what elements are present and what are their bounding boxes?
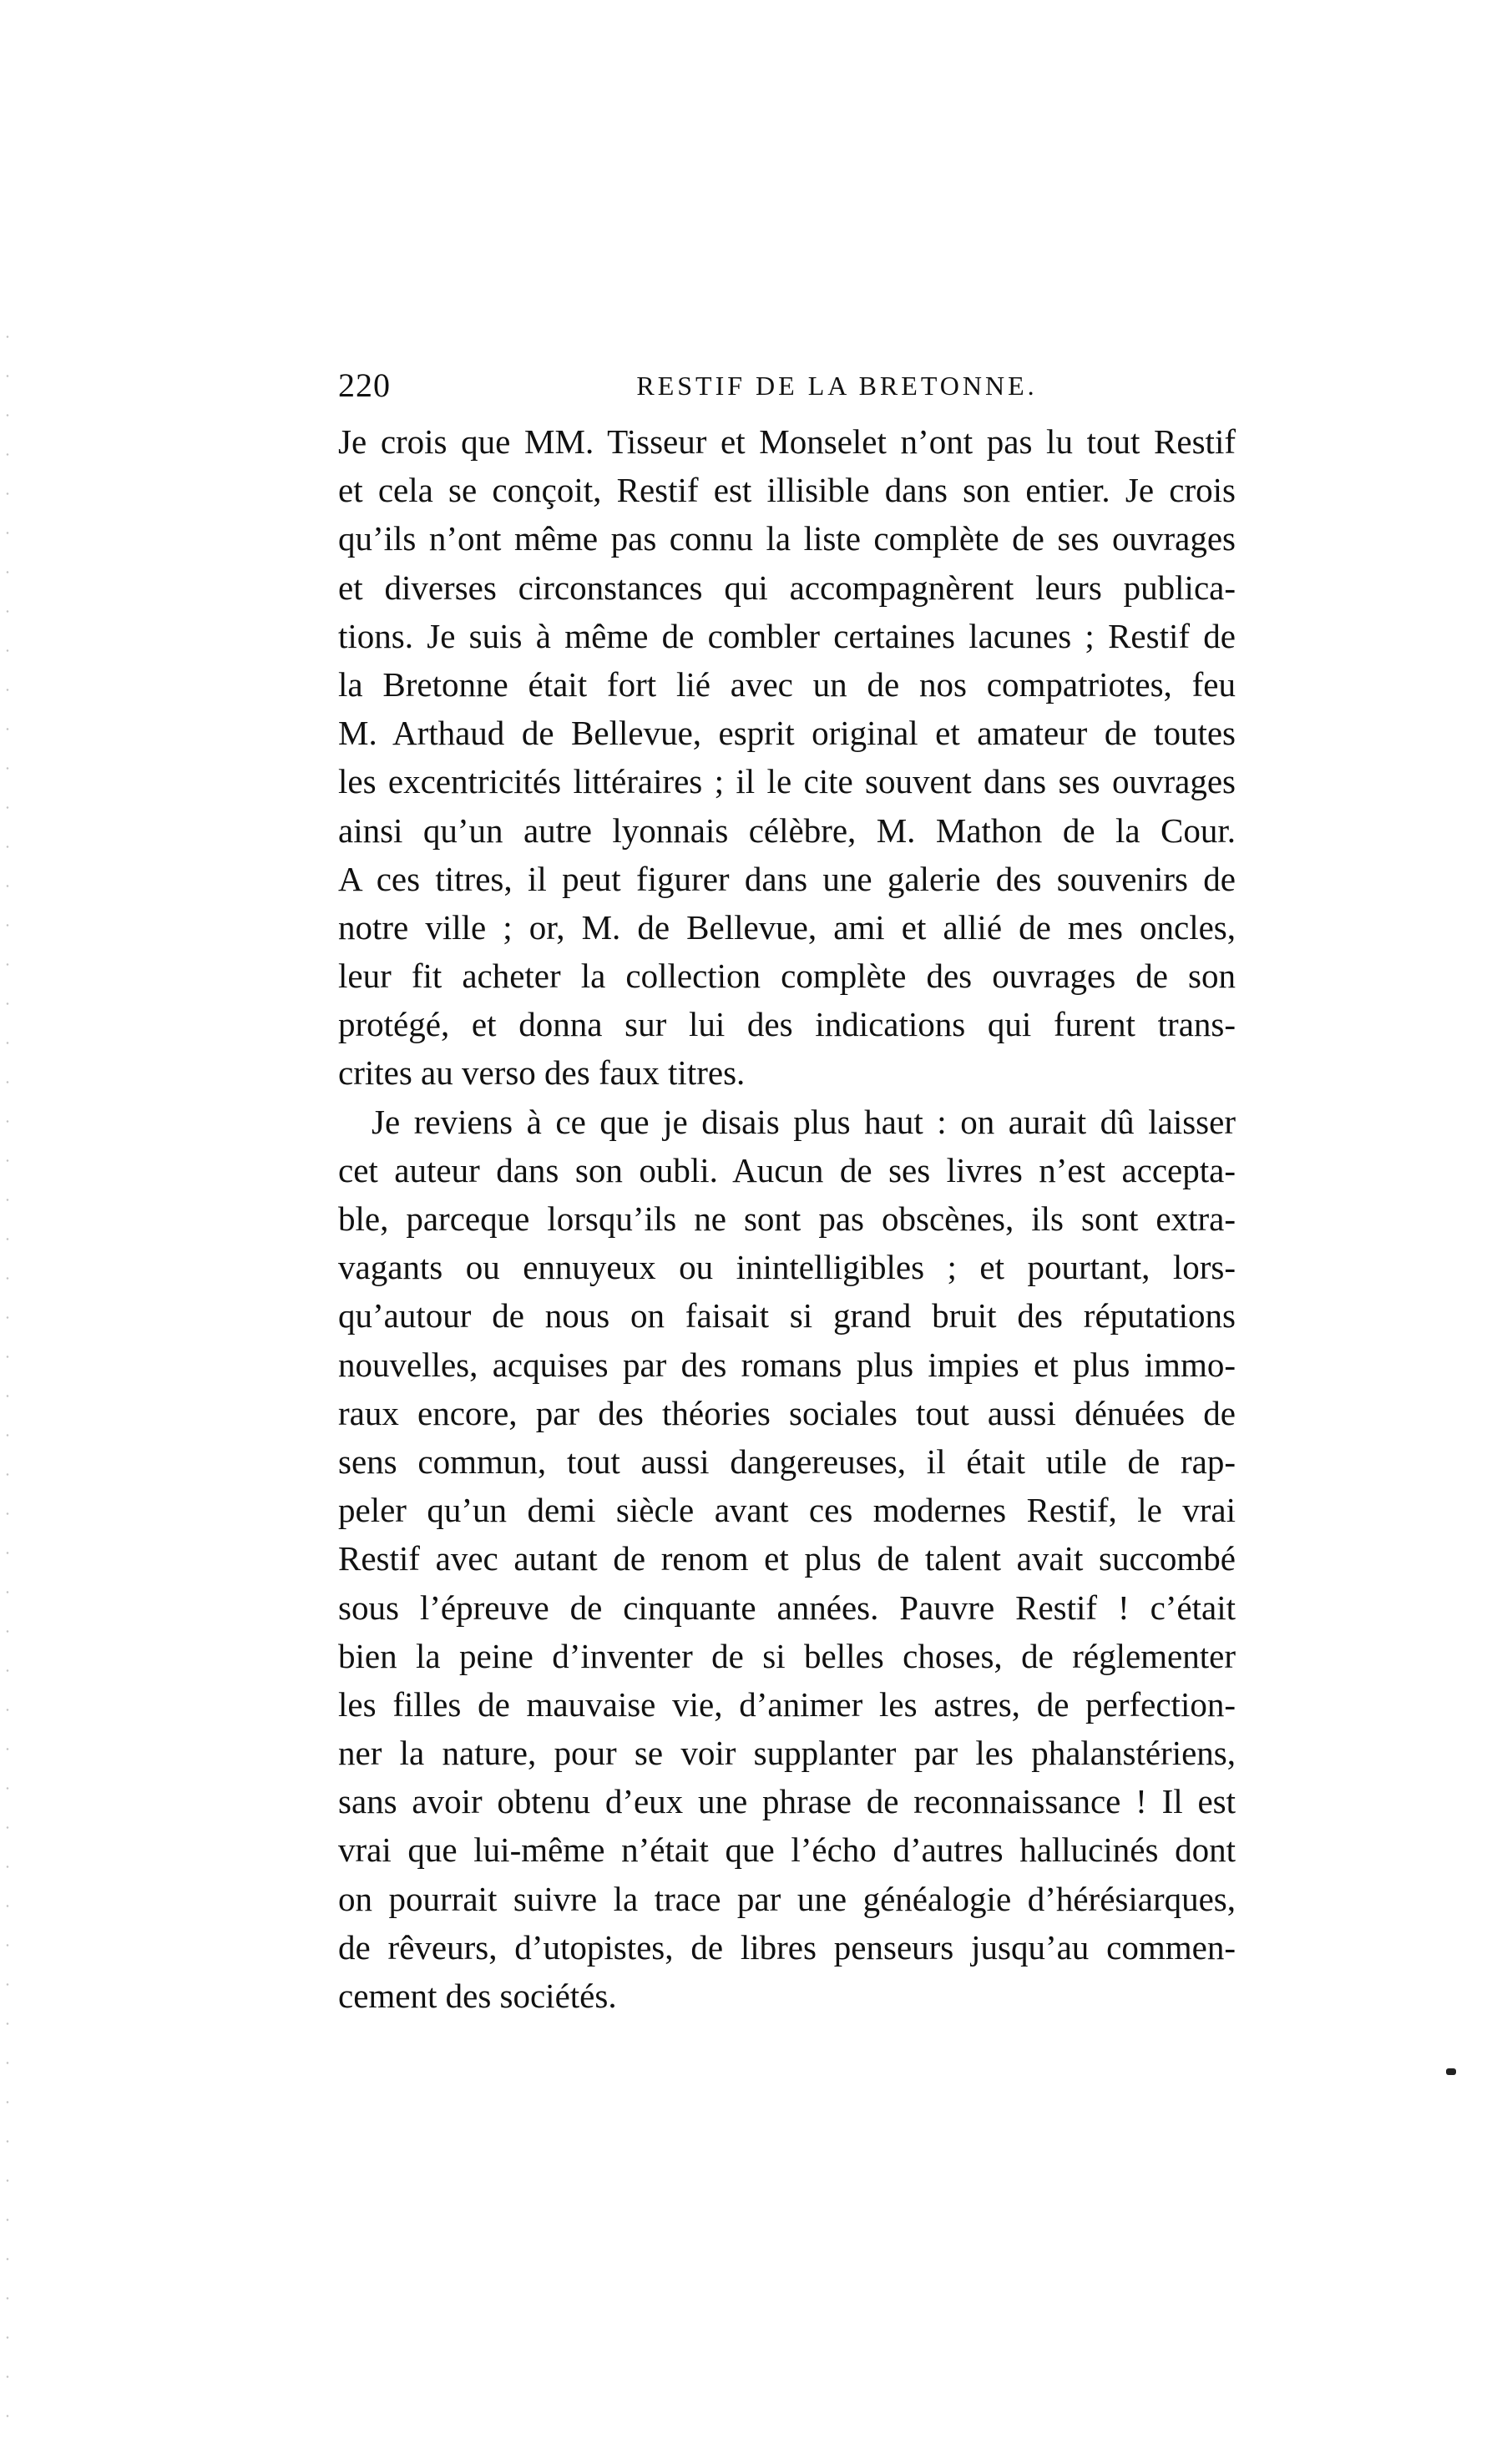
text-line: sans avoir obtenu d’eux une phrase de reconnaissance ! Il est: [338, 1782, 1236, 1821]
text-line: vrai que lui-même n’était que l’écho d’autres hallucinés dont: [338, 1830, 1236, 1870]
text-line: cet auteur dans son oubli. Aucun de ses livres n’est accepta-: [338, 1150, 1236, 1189]
text-line: on pourrait suivre la trace par une généalogie d’hérésiarques,: [338, 1879, 1236, 1918]
text-line: sous l’épreuve de cinquante années. Pauvre Restif ! c’était: [338, 1588, 1236, 1627]
text-line: Restif avec autant de renom et plus de talent avait succombé: [338, 1539, 1236, 1578]
text-line: bien la peine d’inventer de si belles choses, de réglementer: [338, 1636, 1236, 1675]
text-line: protégé, et donna sur lui des indications qui furent trans-: [338, 1005, 1236, 1044]
text-line: de rêveurs, d’utopistes, de libres penseurs jusqu’au commen-: [338, 1927, 1236, 1967]
text-line: Je crois que MM. Tisseur et Monselet n’ont pas lu tout Restif: [338, 422, 1236, 461]
text-line: crites au verso des faux titres.: [338, 1053, 746, 1093]
running-title: RESTIF DE LA BRETONNE.: [636, 371, 1038, 401]
text-line: nouvelles, acquises par des romans plus impies et plus immo-: [338, 1345, 1236, 1384]
text-line: raux encore, par des théories sociales tout aussi dénuées de: [338, 1393, 1236, 1432]
text-line: cement des sociétés.: [338, 1977, 617, 2015]
running-head: [338, 361, 1236, 411]
text-line: qu’ils n’ont même pas connu la liste complète de ses ouvrages: [338, 519, 1236, 558]
text-line: la Bretonne était fort lié avec un de nos compatriotes, feu: [338, 664, 1236, 704]
text-line: ble, parceque lorsqu’ils ne sont pas obscènes, ils sont extra-: [338, 1199, 1236, 1238]
text-line: notre ville ; or, M. de Bellevue, ami et allié de mes oncles,: [338, 907, 1236, 947]
text-line: ainsi qu’un autre lyonnais célèbre, M. Mathon de la Cour.: [338, 810, 1236, 850]
text-line: sens commun, tout aussi dangereuses, il était utile de rap-: [338, 1442, 1236, 1481]
text-line: A ces titres, il peut figurer dans une galerie des souvenirs de: [338, 859, 1236, 898]
text-line: ner la nature, pour se voir supplanter par les phalanstériens,: [338, 1734, 1236, 1773]
page-number: 220: [338, 366, 391, 404]
body-text: [338, 417, 1236, 2020]
text-line: et diverses circonstances qui accompagnèrent leurs publica-: [338, 568, 1236, 607]
text-line: vagants ou ennuyeux ou inintelligibles ; et pourtant, lors-: [338, 1248, 1236, 1287]
text-line: qu’autour de nous on faisait si grand bruit des réputations: [338, 1296, 1236, 1336]
text-line: tions. Je suis à même de combler certaines lacunes ; Restif de: [338, 616, 1236, 655]
text-line: et cela se conçoit, Restif est illisible dans son entier. Je crois: [338, 471, 1236, 510]
ink-speck: [1446, 2068, 1456, 2075]
text-line: leur fit acheter la collection complète des ouvrages de son: [338, 957, 1236, 996]
text-line: les excentricités littéraires ; il le cite souvent dans ses ouvrages: [338, 762, 1236, 801]
text-line: les filles de mauvaise vie, d’animer les astres, de perfection-: [338, 1684, 1236, 1724]
scan-margin-specks: [3, 317, 12, 2454]
text-line: M. Arthaud de Bellevue, esprit original et amateur de toutes: [338, 714, 1236, 753]
text-line: Je reviens à ce que je disais plus haut : on aurait dû laisser: [372, 1102, 1236, 1141]
text-line: peler qu’un demi siècle avant ces modernes Restif, le vrai: [338, 1491, 1236, 1530]
